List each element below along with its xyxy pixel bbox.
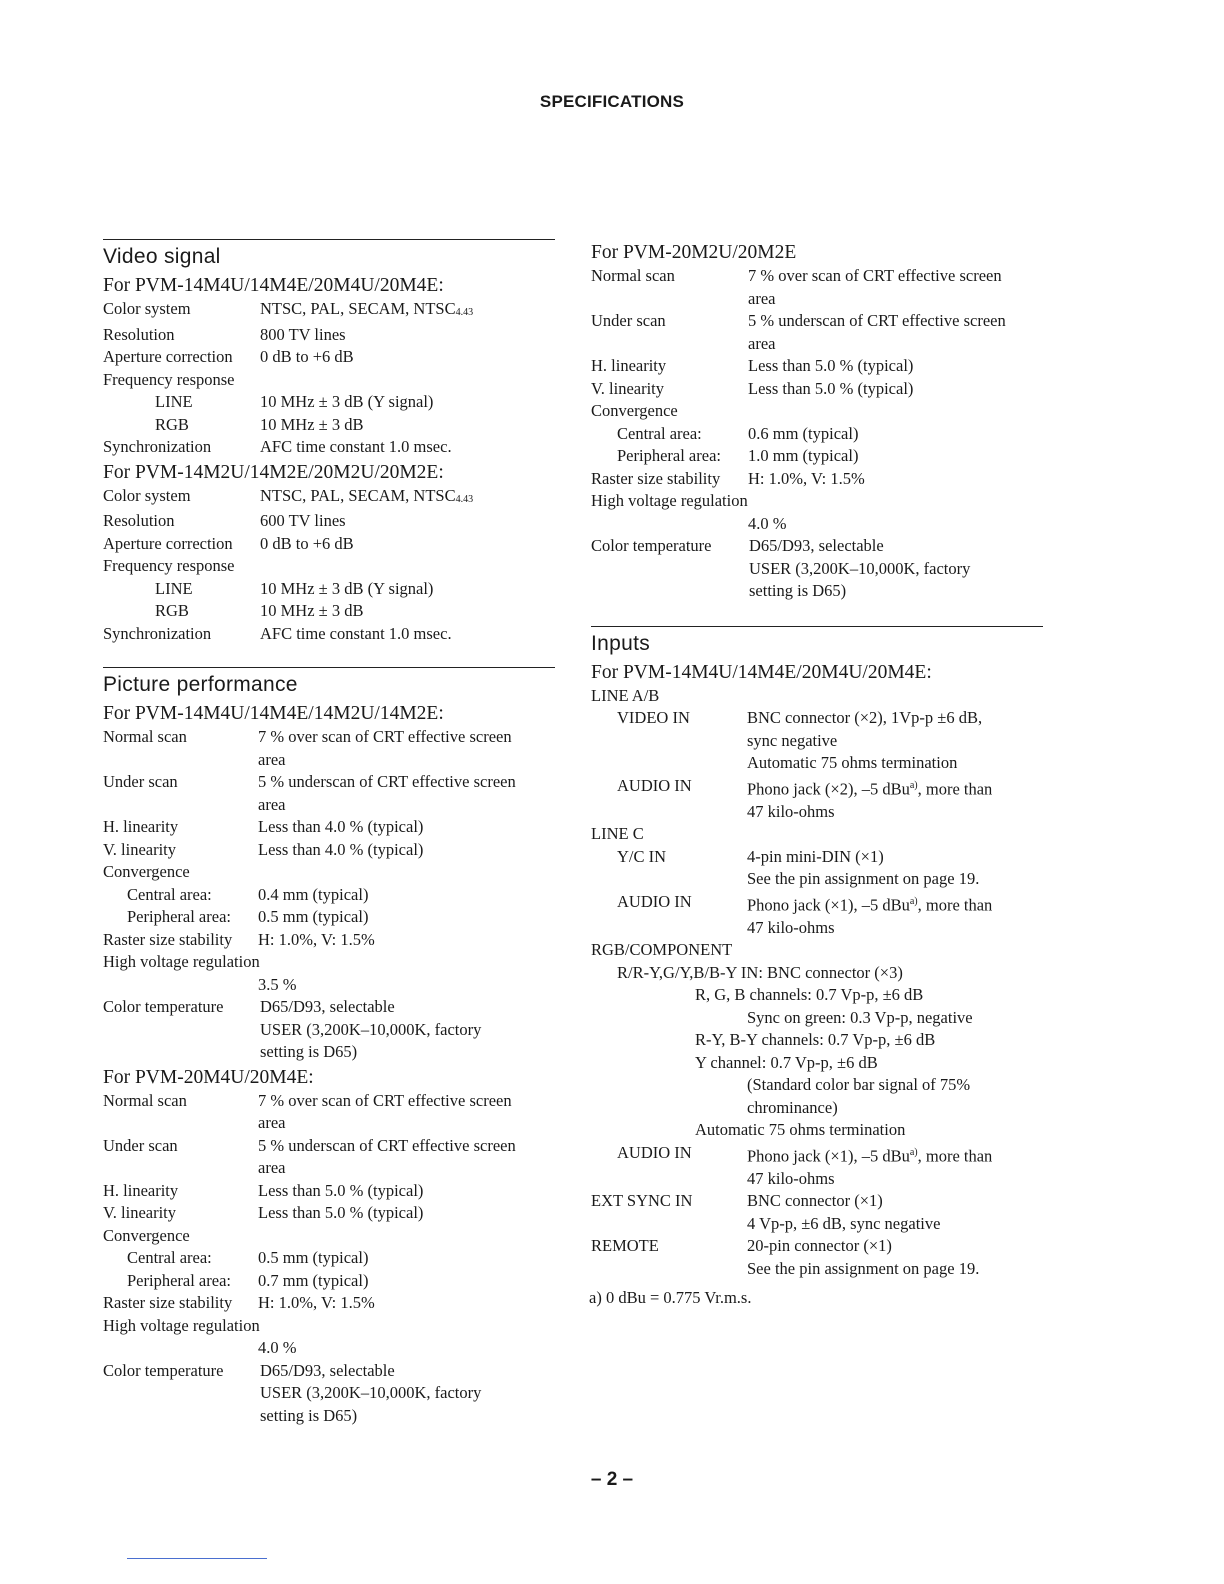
spec-row-sync	[103, 623, 555, 646]
spec-value: Less than 4.0 % (typical)	[258, 817, 424, 836]
spec-label: LINE	[155, 392, 193, 411]
spec-label: RGB	[155, 601, 189, 620]
spec-label: V. linearity	[103, 1203, 177, 1222]
spec-text: Phono jack (×1), –5 dBu	[747, 895, 910, 914]
spec-value: Less than 5.0 % (typical)	[258, 1203, 424, 1222]
spec-label: EXT SYNC IN	[591, 1191, 693, 1210]
spec-row-line	[103, 391, 555, 414]
spec-label: Color temperature	[103, 1360, 224, 1380]
spec-label: VIDEO IN	[617, 708, 690, 727]
spec-row-rgb	[103, 414, 555, 437]
picture-performance-section	[103, 667, 555, 1427]
spec-row-normal-scan	[591, 265, 1043, 310]
spec-value: AFC time constant 1.0 msec.	[260, 437, 452, 456]
subscript: 4.43	[455, 493, 474, 505]
spec-value-line: area	[748, 333, 776, 353]
spec-row-audio-in	[591, 1142, 1043, 1191]
spec-value	[260, 996, 555, 1064]
spec-label: Color temperature	[591, 536, 712, 555]
spec-value: H: 1.0%, V: 1.5%	[258, 1293, 375, 1312]
spec-value-line: 5 % underscan of CRT effective screen	[258, 1135, 516, 1155]
spec-label: AUDIO IN	[617, 775, 692, 795]
spec-value-line	[747, 1142, 1043, 1168]
spec-label: Aperture correction	[103, 347, 233, 366]
spec-value	[748, 310, 1043, 355]
spec-value-line: 47 kilo-ohms	[747, 1168, 835, 1188]
spec-value: Less than 5.0 % (typical)	[258, 1180, 424, 1200]
section-title: Picture performance	[103, 673, 298, 696]
spec-value-line: setting is D65)	[749, 581, 847, 600]
spec-label: Frequency response	[103, 369, 235, 389]
bottom-rule	[127, 1558, 267, 1559]
spec-value-line: area	[258, 1113, 286, 1132]
spec-value	[258, 771, 555, 816]
spec-row-under-scan	[591, 310, 1043, 355]
spec-value: Less than 5.0 % (typical)	[748, 378, 914, 398]
spec-row-normal-scan	[103, 1090, 555, 1135]
spec-row-color-temperature	[103, 1360, 555, 1428]
spec-label: Synchronization	[103, 623, 212, 643]
group-title: For PVM-14M2U/14M2E/20M2U/20M2E:	[103, 461, 444, 483]
spec-row-color-temperature	[591, 535, 1043, 603]
section-title: Inputs	[591, 631, 651, 655]
spec-value: 0.7 mm (typical)	[258, 1270, 369, 1290]
spec-value	[747, 775, 1043, 824]
spec-label: Convergence	[103, 862, 190, 881]
spec-value-line: 4-pin mini-DIN (×1)	[747, 846, 884, 866]
spec-value	[260, 298, 555, 324]
spec-row-video-in	[591, 707, 1043, 775]
spec-value-line: 20-pin connector (×1)	[747, 1236, 892, 1255]
spec-row-color-system	[103, 485, 555, 511]
spec-row-resolution	[103, 324, 555, 347]
spec-value-line: D65/D93, selectable	[749, 536, 884, 555]
spec-row-raster	[103, 1292, 555, 1315]
section-rule	[103, 239, 555, 240]
spec-label: Peripheral area:	[617, 446, 721, 465]
spec-row-peripheral-area	[591, 445, 1043, 468]
spec-row-central-area	[591, 423, 1043, 446]
spec-row-peripheral-area	[103, 906, 555, 929]
spec-label: Normal scan	[103, 1090, 187, 1110]
spec-value-line: 7 % over scan of CRT effective screen	[748, 266, 1002, 285]
inputs-section	[591, 626, 1043, 1281]
spec-text: , more than	[917, 779, 993, 798]
spec-label: Peripheral area:	[127, 907, 231, 926]
spec-value-line: 7 % over scan of CRT effective screen	[258, 1090, 512, 1110]
spec-value	[258, 1135, 555, 1180]
spec-value: 800 TV lines	[260, 324, 346, 344]
spec-value	[260, 1360, 555, 1428]
spec-row-h-linearity	[103, 1180, 555, 1203]
spec-value-line: setting is D65)	[260, 1042, 358, 1061]
spec-value: Less than 4.0 % (typical)	[258, 839, 424, 859]
spec-label: Synchronization	[103, 437, 212, 456]
spec-value-line: Automatic 75 ohms termination	[747, 753, 958, 772]
spec-value-line: 47 kilo-ohms	[747, 917, 835, 937]
spec-value: Sync on green: 0.3 Vp-p, negative	[747, 1007, 973, 1027]
spec-label: AUDIO IN	[617, 1142, 692, 1162]
spec-value	[747, 1235, 1043, 1280]
spec-value-text: NTSC, PAL, SECAM, NTSC	[260, 299, 456, 318]
spec-value	[258, 726, 555, 771]
spec-value: 0 dB to +6 dB	[260, 347, 354, 366]
spec-label: Under scan	[103, 1135, 178, 1155]
spec-row-peripheral-area	[103, 1270, 555, 1293]
picture-performance-continued	[591, 240, 1043, 603]
spec-value-line: 5 % underscan of CRT effective screen	[258, 772, 516, 791]
spec-label: RGB/COMPONENT	[591, 940, 733, 959]
spec-label: Resolution	[103, 324, 175, 344]
spec-value-line: USER (3,200K–10,000K, factory	[749, 558, 971, 578]
spec-label: Color temperature	[103, 997, 224, 1016]
spec-label: Aperture correction	[103, 533, 233, 553]
spec-value: 0.5 mm (typical)	[258, 907, 369, 926]
spec-value-line: sync negative	[747, 730, 838, 750]
spec-value-line: BNC connector (×2), 1Vp-p ±6 dB,	[747, 708, 983, 727]
spec-value	[747, 707, 1043, 775]
spec-value: Less than 5.0 % (typical)	[748, 356, 914, 375]
spec-row-aperture	[103, 346, 555, 369]
spec-value: Y channel: 0.7 Vp-p, ±6 dB	[695, 1052, 878, 1072]
spec-label: Frequency response	[103, 556, 235, 575]
spec-label: Raster size stability	[103, 929, 233, 949]
spec-row-normal-scan	[103, 726, 555, 771]
spec-label: Peripheral area:	[127, 1270, 231, 1290]
spec-value-line: 5 % underscan of CRT effective screen	[748, 311, 1006, 330]
footnote-mark: a)	[909, 1146, 918, 1158]
video-signal-section	[103, 239, 555, 645]
spec-value-line: See the pin assignment on page 19.	[747, 1258, 980, 1278]
spec-label: Central area:	[127, 884, 212, 904]
spec-value: 600 TV lines	[260, 511, 346, 530]
spec-label: LINE A/B	[591, 685, 660, 705]
spec-row-central-area	[103, 884, 555, 907]
spec-value: AFC time constant 1.0 msec.	[260, 623, 452, 643]
spec-row-ext-sync-in	[591, 1190, 1043, 1235]
spec-value	[747, 1142, 1043, 1191]
spec-row-line	[103, 578, 555, 601]
group-title: For PVM-14M4U/14M4E/14M2U/14M2E:	[103, 703, 444, 724]
spec-row-rgb	[103, 600, 555, 623]
spec-row-sync	[103, 436, 555, 459]
spec-label: V. linearity	[591, 378, 665, 398]
spec-label: High voltage regulation	[103, 1315, 260, 1335]
spec-value-line: USER (3,200K–10,000K, factory	[260, 1383, 482, 1402]
spec-label: H. linearity	[103, 817, 179, 836]
spec-value-line: setting is D65)	[260, 1405, 358, 1425]
spec-label: Y/C IN	[617, 846, 667, 866]
spec-value: 0.4 mm (typical)	[258, 884, 369, 904]
spec-value-line	[747, 891, 1043, 917]
spec-value: 4.0 %	[748, 513, 787, 533]
spec-text: Phono jack (×1), –5 dBu	[747, 1146, 910, 1165]
spec-value-line: D65/D93, selectable	[260, 997, 395, 1016]
spec-value	[747, 891, 1043, 940]
spec-row-resolution	[103, 510, 555, 533]
spec-value-line: 7 % over scan of CRT effective screen	[258, 727, 512, 746]
spec-value	[749, 535, 1043, 603]
spec-value-line: area	[258, 794, 286, 814]
spec-value: (Standard color bar signal of 75%	[747, 1075, 971, 1094]
spec-text: Phono jack (×2), –5 dBu	[747, 779, 910, 798]
footnote: a) 0 dBu = 0.775 Vr.m.s.	[589, 1288, 752, 1307]
spec-label: Raster size stability	[103, 1293, 233, 1312]
spec-row-v-linearity	[103, 839, 555, 862]
spec-label: H. linearity	[103, 1180, 179, 1200]
spec-value: 0.6 mm (typical)	[748, 423, 859, 443]
spec-value: 0.5 mm (typical)	[258, 1248, 369, 1267]
section-rule	[103, 667, 555, 668]
page-title: SPECIFICATIONS	[539, 92, 685, 111]
spec-value-line	[747, 775, 1043, 801]
spec-value: 10 MHz ± 3 dB	[260, 601, 364, 620]
spec-label: H. linearity	[591, 356, 667, 375]
spec-value: chrominance)	[747, 1097, 838, 1117]
spec-row-central-area	[103, 1247, 555, 1270]
spec-row-audio-in	[591, 891, 1043, 940]
spec-label: Color system	[103, 299, 191, 318]
spec-value-text: NTSC, PAL, SECAM, NTSC	[260, 485, 456, 505]
left-column	[103, 239, 555, 1427]
spec-label: Resolution	[103, 511, 175, 530]
spec-value-line: area	[258, 749, 286, 769]
spec-label: Color system	[103, 485, 191, 505]
page-number: – 2 –	[590, 1469, 634, 1490]
spec-value: 10 MHz ± 3 dB (Y signal)	[260, 578, 434, 598]
spec-value	[747, 1190, 1043, 1235]
spec-label: Central area:	[617, 423, 702, 443]
spec-value: H: 1.0%, V: 1.5%	[748, 468, 865, 488]
spec-row-v-linearity	[591, 378, 1043, 401]
group-title: For PVM-20M2U/20M2E	[591, 242, 797, 263]
spec-row-aperture	[103, 533, 555, 556]
spec-label: REMOTE	[591, 1236, 659, 1255]
spec-text: , more than	[917, 895, 993, 914]
group-title: For PVM-14M4U/14M4E/20M4U/20M4E:	[591, 661, 932, 683]
footnote-mark: a)	[909, 779, 918, 791]
spec-label: Raster size stability	[591, 468, 721, 488]
spec-label: LINE C	[591, 824, 644, 843]
spec-label: RGB	[155, 414, 189, 434]
section-rule	[591, 626, 1043, 627]
spec-row-under-scan	[103, 1135, 555, 1180]
spec-row-color-system	[103, 298, 555, 324]
spec-row-v-linearity	[103, 1202, 555, 1225]
section-title: Video signal	[103, 245, 221, 268]
group-title: For PVM-14M4U/14M4E/20M4U/20M4E:	[103, 275, 444, 296]
spec-value	[747, 846, 1043, 891]
spec-value: 1.0 mm (typical)	[748, 446, 859, 465]
spec-value: Automatic 75 ohms termination	[695, 1120, 906, 1139]
spec-value	[260, 485, 555, 511]
spec-value: 10 MHz ± 3 dB	[260, 414, 364, 434]
spec-row-color-temperature	[103, 996, 555, 1064]
spec-value	[748, 265, 1043, 310]
right-column	[591, 239, 1043, 1280]
spec-value: R-Y, B-Y channels: 0.7 Vp-p, ±6 dB	[695, 1030, 936, 1049]
spec-row-h-linearity	[103, 816, 555, 839]
spec-row-audio-in	[591, 775, 1043, 824]
spec-row-yc-in	[591, 846, 1043, 891]
spec-value: R/R-Y,G/Y,B/B-Y IN: BNC connector (×3)	[617, 962, 903, 982]
spec-label: High voltage regulation	[591, 491, 748, 510]
spec-label: Normal scan	[103, 727, 187, 746]
spec-label: LINE	[155, 578, 193, 598]
spec-value: 3.5 %	[258, 974, 297, 994]
spec-label: Under scan	[591, 311, 666, 330]
spec-label: Convergence	[591, 401, 678, 420]
subscript: 4.43	[455, 307, 474, 318]
spec-value-line: 47 kilo-ohms	[747, 801, 835, 821]
spec-value: 10 MHz ± 3 dB (Y signal)	[260, 392, 434, 411]
spec-value-line: See the pin assignment on page 19.	[747, 869, 980, 888]
group-title: For PVM-20M4U/20M4E:	[103, 1066, 314, 1088]
spec-row-remote	[591, 1235, 1043, 1280]
spec-row-raster	[591, 468, 1043, 491]
spec-label: High voltage regulation	[103, 952, 260, 971]
spec-value-line: BNC connector (×1)	[747, 1191, 883, 1210]
footnote-mark: a)	[909, 895, 918, 907]
spec-row-h-linearity	[591, 355, 1043, 378]
spec-value-line: area	[748, 288, 776, 308]
spec-row-under-scan	[103, 771, 555, 816]
spec-value: 4.0 %	[258, 1338, 297, 1357]
spec-label: Under scan	[103, 772, 178, 791]
spec-value: 0 dB to +6 dB	[260, 533, 354, 553]
spec-value: H: 1.0%, V: 1.5%	[258, 929, 375, 949]
spec-value-line: USER (3,200K–10,000K, factory	[260, 1019, 482, 1039]
spec-value	[258, 1090, 555, 1135]
spec-value-line: 4 Vp-p, ±6 dB, sync negative	[747, 1213, 941, 1233]
spec-text: , more than	[917, 1146, 993, 1165]
spec-value-line: D65/D93, selectable	[260, 1360, 395, 1380]
spec-label: Central area:	[127, 1248, 212, 1267]
spec-label: Convergence	[103, 1225, 190, 1245]
spec-row-raster	[103, 929, 555, 952]
spec-label: V. linearity	[103, 839, 177, 859]
spec-label: AUDIO IN	[617, 891, 692, 911]
spec-value: R, G, B channels: 0.7 Vp-p, ±6 dB	[695, 985, 924, 1004]
spec-value-line: area	[258, 1158, 286, 1177]
spec-label: Normal scan	[591, 266, 675, 285]
